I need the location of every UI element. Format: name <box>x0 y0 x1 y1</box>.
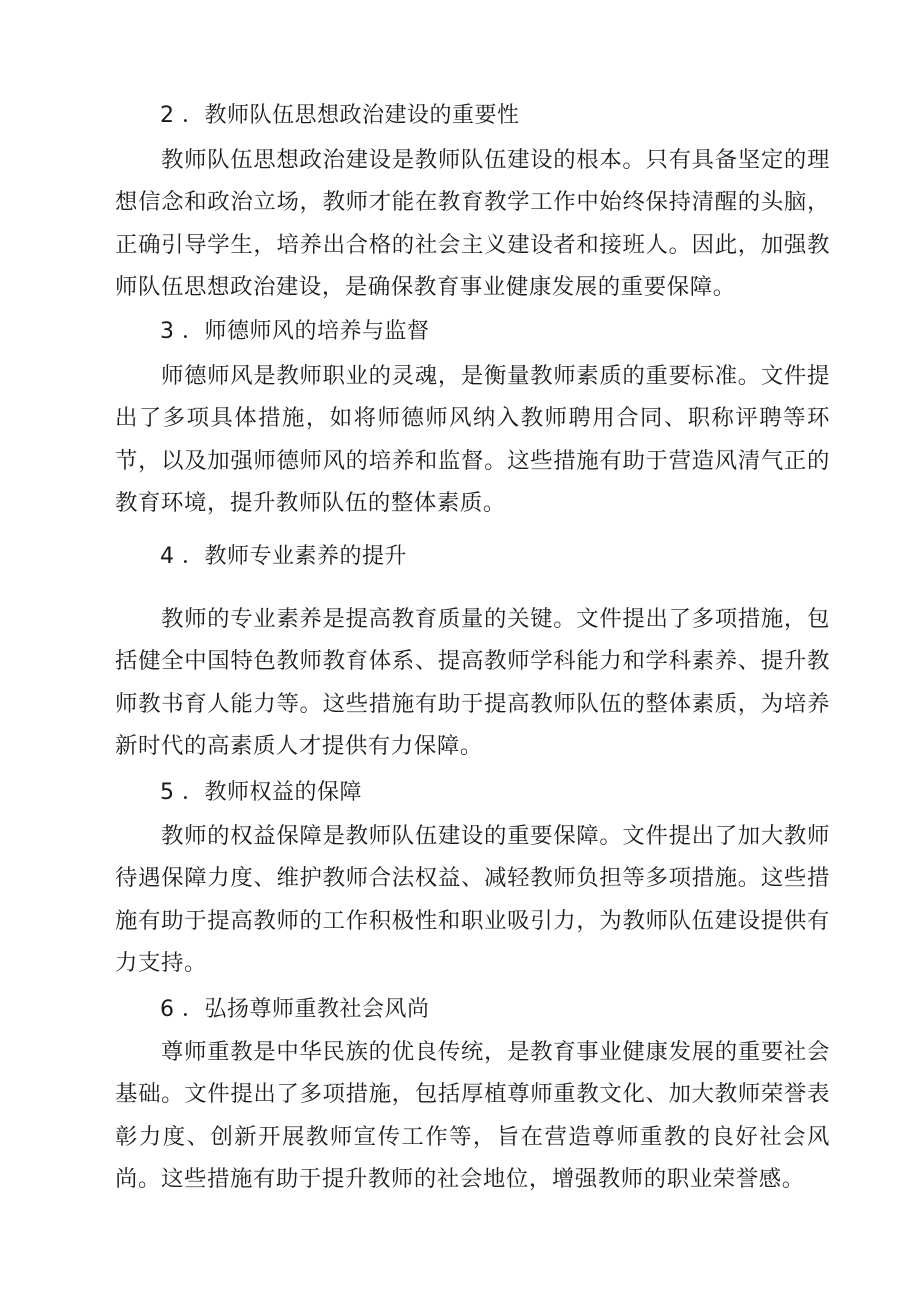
section-body-2: 教师队伍思想政治建设是教师队伍建设的根本。只有具备坚定的理想信念和政治立场，教师才能在教育教学工作中始终保持清醒的头脑，正确引导学生，培养出合格的社会主义建设者和接班人。因此，加强教师队伍思想政治建设，是确保教育事业健康发展的重要保障。 <box>115 147 830 301</box>
section-heading-2: 2 ．教师队伍思想政治建设的重要性 <box>160 103 520 128</box>
section-heading-6: 6 ．弘扬尊师重教社会风尚 <box>160 997 430 1022</box>
section-heading-5: 5 ．教师权益的保障 <box>160 780 362 805</box>
section-heading-3: 3 ．师德师风的培养与监督 <box>160 319 430 344</box>
section-body-4: 教师的专业素养是提高教育质量的关键。文件提出了多项措施，包括健全中国特色教师教育体系、提高教师学科能力和学科素养、提升教师教书育人能力等。这些措施有助于提高教师队伍的整体素质，为培养新时代的高素质人才提供有力保障。 <box>115 606 830 760</box>
section-heading-4: 4 ．教师专业素养的提升 <box>160 544 407 569</box>
section-body-3: 师德师风是教师职业的灵魂，是衡量教师素质的重要标准。文件提出了多项具体措施，如将师德师风纳入教师聘用合同、职称评聘等环节，以及加强师德师风的培养和监督。这些措施有助于营造风清气正的教育环境，提升教师队伍的整体素质。 <box>115 363 830 517</box>
section-body-5: 教师的权益保障是教师队伍建设的重要保障。文件提出了加大教师待遇保障力度、维护教师合法权益、减轻教师负担等多项措施。这些措施有助于提高教师的工作积极性和职业吸引力，为教师队伍建设提供有力支持。 <box>115 823 830 977</box>
section-body-6: 尊师重教是中华民族的优良传统，是教育事业健康发展的重要社会基础。文件提出了多项措施，包括厚植尊师重教文化、加大教师荣誉表彰力度、创新开展教师宣传工作等，旨在营造尊师重教的良好社会风尚。这些措施有助于提升教师的社会地位，增强教师的职业荣誉感。 <box>115 1039 830 1193</box>
